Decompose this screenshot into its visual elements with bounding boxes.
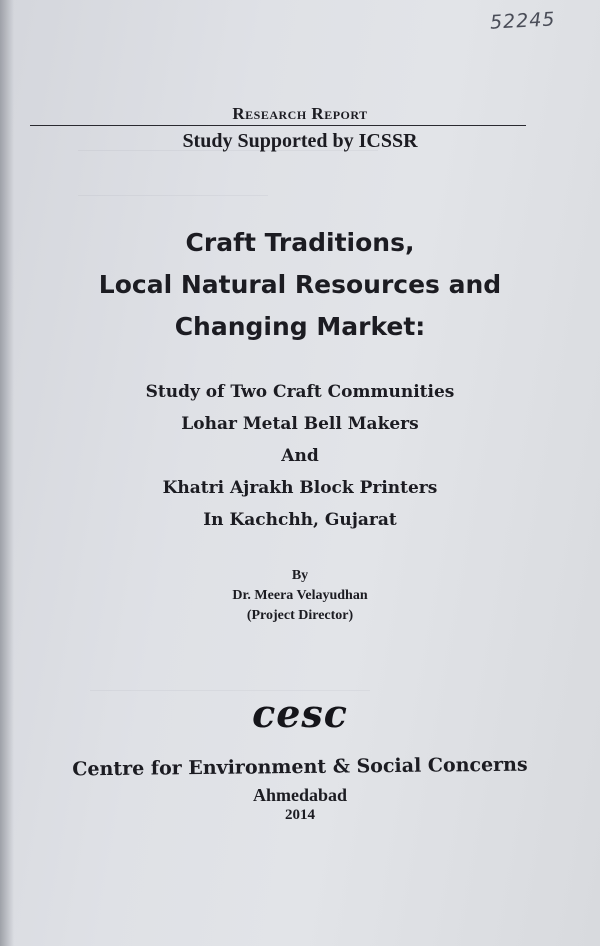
sponsor-line: Study Supported by ICSSR (182, 130, 418, 152)
handwritten-accession-number: 52245 (489, 8, 556, 34)
subtitle-line-5: In Kachchh, Gujarat (203, 510, 397, 530)
subtitle-line-3: And (281, 446, 319, 466)
by-label: By (291, 568, 309, 583)
author-name: Dr. Meera Velayudhan (232, 588, 368, 603)
publisher-city: Ahmedabad (252, 785, 348, 805)
report-label: Research Report (232, 104, 368, 123)
title-line-1: Craft Traditions, (185, 228, 415, 257)
title-line-2: Local Natural Resources and (98, 270, 502, 299)
subtitle-line-1: Study of Two Craft Communities (145, 382, 455, 402)
cesc-logo: cesc (252, 691, 348, 736)
header-rule (30, 125, 526, 126)
subtitle-line-4: Khatri Ajrakh Block Printers (162, 478, 438, 498)
publisher-name: Centre for Environment & Social Concerns (72, 753, 528, 781)
title-line-3: Changing Market: (174, 312, 426, 341)
publication-year: 2014 (285, 807, 315, 823)
bleed-through-line (78, 195, 268, 208)
author-role: (Project Director) (246, 608, 354, 623)
subtitle-line-2: Lohar Metal Bell Makers (181, 414, 419, 434)
